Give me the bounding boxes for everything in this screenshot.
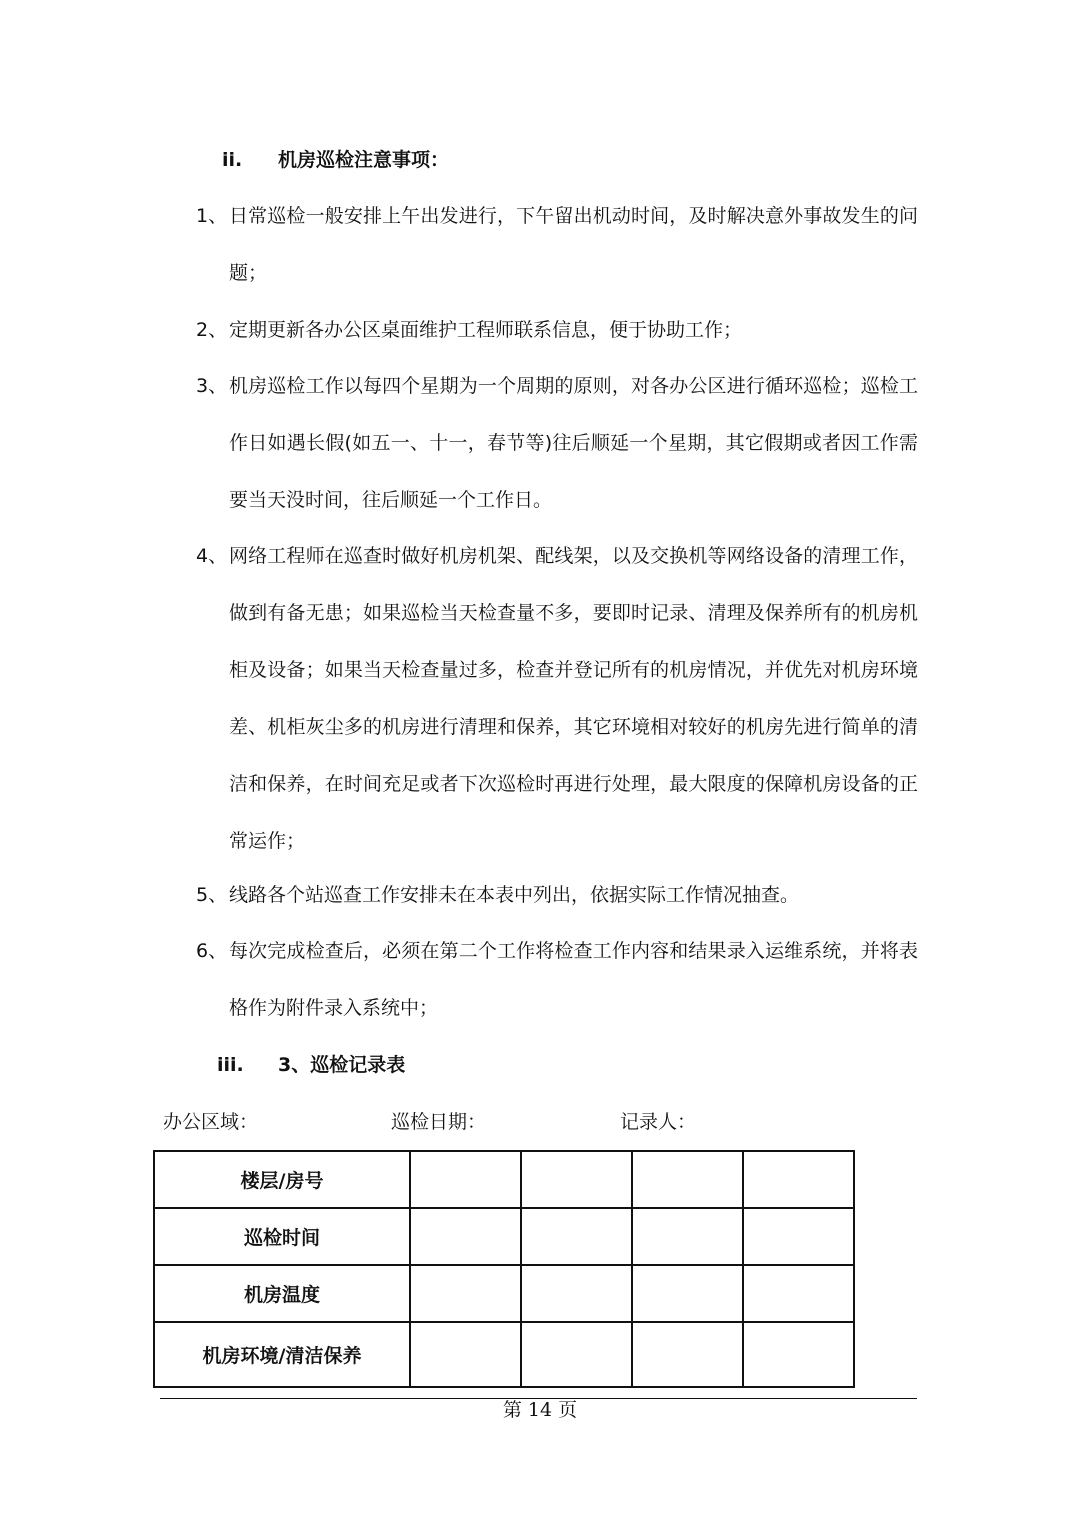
note-item-1 bbox=[196, 188, 918, 302]
table-cell[interactable] bbox=[410, 1265, 521, 1322]
note-index: 3、 bbox=[196, 375, 228, 397]
office-area-label: 办公区域： bbox=[163, 1111, 259, 1133]
inspection-record-table bbox=[153, 1150, 855, 1388]
table-cell[interactable] bbox=[632, 1265, 743, 1322]
table-cell[interactable] bbox=[410, 1322, 521, 1387]
section-ii-title: 机房巡检注意事项： bbox=[278, 149, 450, 171]
note-text: 日常巡检一般安排上午出发进行，下午留出机动时间，及时解决意外事故发生的问题； bbox=[229, 205, 918, 284]
row-label-floor-room: 楼层/房号 bbox=[154, 1151, 410, 1208]
note-text: 定期更新各办公区桌面维护工程师联系信息，便于协助工作； bbox=[229, 319, 743, 341]
table-row bbox=[154, 1208, 854, 1265]
note-index: 5、 bbox=[196, 884, 228, 906]
table-row bbox=[154, 1265, 854, 1322]
note-item-4 bbox=[196, 528, 918, 870]
section-ii-heading bbox=[222, 148, 449, 172]
inspection-date-label: 巡检日期： bbox=[391, 1111, 487, 1133]
note-text: 线路各个站巡查工作安排未在本表中列出，依据实际工作情况抽查。 bbox=[229, 884, 800, 906]
note-item-6 bbox=[196, 923, 918, 1037]
table-cell[interactable] bbox=[632, 1151, 743, 1208]
section-iii-title: 3、巡检记录表 bbox=[278, 1054, 406, 1076]
table-cell[interactable] bbox=[743, 1322, 854, 1387]
table-cell[interactable] bbox=[743, 1151, 854, 1208]
table-cell[interactable] bbox=[410, 1151, 521, 1208]
row-label-room-temperature: 机房温度 bbox=[154, 1265, 410, 1322]
note-text: 网络工程师在巡查时做好机房机架、配线架，以及交换机等网络设备的清理工作，做到有备无患；如果巡检当天检查量不多，要即时记录、清理及保养所有的机房机柜及设备；如果当天检查量过多，检查并登记所有的机房情况，并优先对机房环境差、机柜灰尘多的机房进行清理和保养，其它环境相对较好的机房先进行简单的清洁和保养，在时间充足或者下次巡检时再进行处理，最大限度的保障机房设备的正常运作； bbox=[229, 545, 918, 852]
note-text: 每次完成检查后，必须在第二个工作将检查工作内容和结果录入运维系统，并将表格作为附件录入系统中； bbox=[229, 940, 918, 1019]
note-text: 机房巡检工作以每四个星期为一个周期的原则，对各办公区进行循环巡检；巡检工作日如遇长假(如五一、十一，春节等)往后顺延一个星期，其它假期或者因工作需要当天没时间，往后顺延一个工作日。 bbox=[229, 375, 918, 511]
note-index: 6、 bbox=[196, 940, 228, 962]
table-cell[interactable] bbox=[632, 1208, 743, 1265]
table-row bbox=[154, 1151, 854, 1208]
table-cell[interactable] bbox=[743, 1265, 854, 1322]
row-label-inspection-time: 巡检时间 bbox=[154, 1208, 410, 1265]
table-cell[interactable] bbox=[521, 1322, 632, 1387]
note-index: 1、 bbox=[196, 205, 228, 227]
table-cell[interactable] bbox=[743, 1208, 854, 1265]
section-iii-heading bbox=[217, 1053, 405, 1077]
table-cell[interactable] bbox=[521, 1151, 632, 1208]
note-index: 2、 bbox=[196, 319, 228, 341]
section-iii-numeral: iii. bbox=[217, 1054, 244, 1076]
table-cell[interactable] bbox=[521, 1208, 632, 1265]
note-item-2 bbox=[196, 302, 918, 359]
recorder-label: 记录人： bbox=[620, 1111, 697, 1133]
row-label-environment-cleaning: 机房环境/清洁保养 bbox=[154, 1322, 410, 1387]
table-cell[interactable] bbox=[521, 1265, 632, 1322]
page-number: 第 14 页 bbox=[502, 1399, 578, 1421]
note-item-5 bbox=[196, 867, 918, 924]
note-item-3 bbox=[196, 358, 918, 529]
section-ii-numeral: ii. bbox=[222, 149, 243, 171]
table-cell[interactable] bbox=[632, 1322, 743, 1387]
note-index: 4、 bbox=[196, 545, 228, 567]
table-row bbox=[154, 1322, 854, 1387]
table-cell[interactable] bbox=[410, 1208, 521, 1265]
